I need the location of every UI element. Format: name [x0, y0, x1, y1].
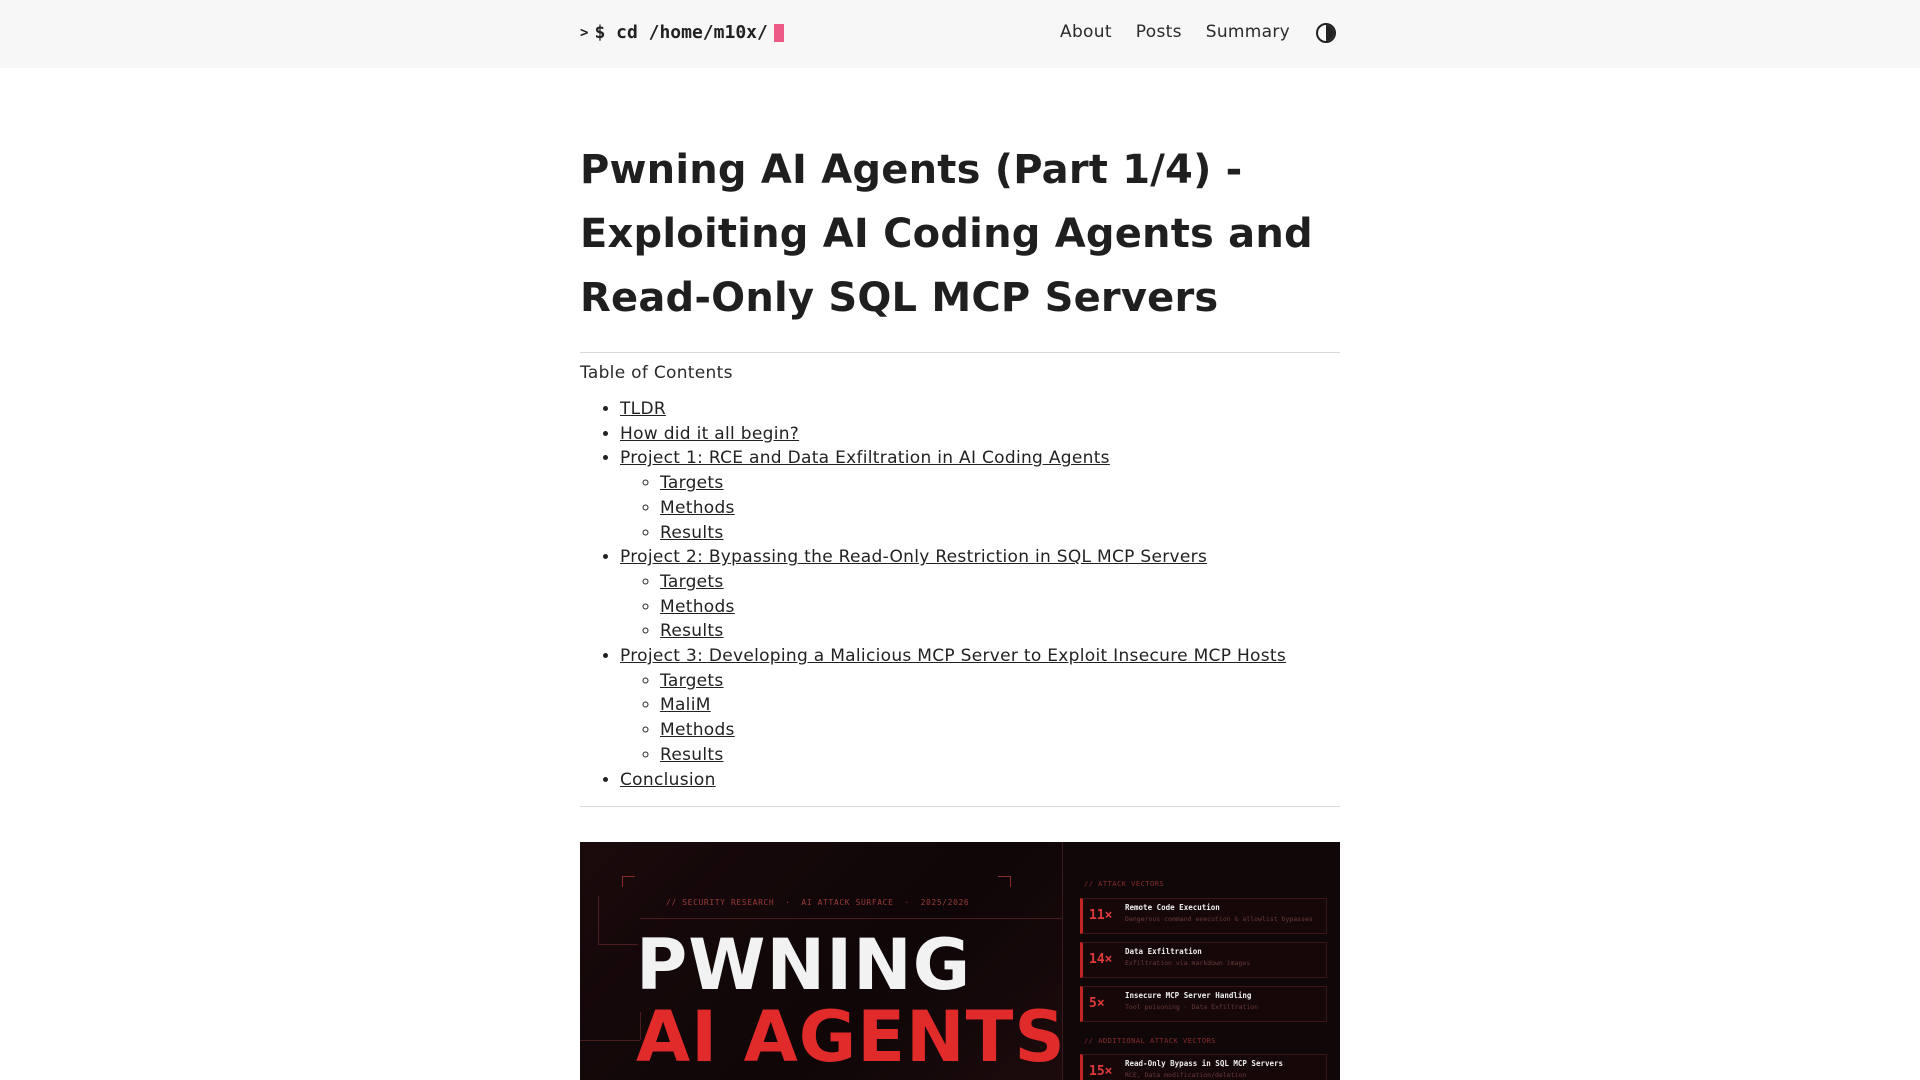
toc-link-p2-results[interactable]: Results: [660, 621, 724, 642]
circuit-line: [598, 944, 638, 945]
cover-kicker: // SECURITY RESEARCH · AI ATTACK SURFACE · 2025/2026: [666, 898, 970, 907]
toc-item: [620, 545, 1340, 644]
toc-subitem: [660, 471, 1340, 496]
vector-title: Remote Code Execution: [1125, 903, 1220, 912]
vector-title: Data Exfiltration: [1125, 947, 1202, 956]
page-title: [580, 138, 1340, 330]
toc-link-p3-malim[interactable]: MaliM: [660, 695, 711, 716]
site-header: [0, 0, 1920, 68]
toc-item: [620, 644, 1340, 768]
attack-vector-card: [1080, 1054, 1327, 1080]
toc-link-p3-results[interactable]: Results: [660, 744, 724, 765]
title-line-3: Read-Only SQL MCP Servers: [580, 275, 1219, 321]
toc-subitem: [660, 496, 1340, 521]
circuit-line: [598, 896, 599, 944]
toc-link-tldr[interactable]: TLDR: [620, 399, 666, 419]
vector-desc: Exfiltration via markdown images: [1125, 959, 1251, 967]
post-content: [580, 138, 1340, 807]
nav-link-posts[interactable]: Posts: [1135, 22, 1182, 42]
toc-sublist: [620, 669, 1340, 768]
toc-heading: Table of Contents: [580, 363, 733, 383]
toc-link-conclusion[interactable]: Conclusion: [620, 769, 716, 790]
corner-bracket-icon: [622, 876, 635, 887]
main-nav: [1060, 22, 1290, 42]
prompt-text: $ cd /home/m10x/: [594, 22, 768, 43]
toc-sublist: [620, 471, 1340, 545]
toc-link-p2-methods[interactable]: Methods: [660, 596, 735, 617]
toc-subitem: [660, 693, 1340, 718]
nav-link-summary[interactable]: Summary: [1205, 22, 1290, 42]
toc-link-project-3[interactable]: Project 3: Developing a Malicious MCP Server to Exploit Insecure MCP Hosts: [620, 646, 1287, 667]
toc-link-p1-targets[interactable]: Targets: [660, 473, 724, 494]
vector-count: 15×: [1089, 1064, 1113, 1079]
vector-title: Read-Only Bypass in SQL MCP Servers: [1125, 1059, 1284, 1068]
prompt-chevron: >: [580, 24, 589, 41]
table-of-contents: [580, 397, 1340, 792]
toc-item: [620, 422, 1340, 447]
site-logo-prompt[interactable]: [580, 22, 784, 43]
vector-desc: RCE, Data modification/deletion: [1125, 1071, 1247, 1079]
toc-link-project-2[interactable]: Project 2: Bypassing the Read-Only Restriction in SQL MCP Servers: [620, 547, 1208, 568]
post-cover-image: [580, 842, 1340, 1080]
toc-link-p1-methods[interactable]: Methods: [660, 497, 735, 518]
vector-desc: Tool poisoning · Data Exfiltration: [1125, 1003, 1259, 1011]
nav-link-about[interactable]: About: [1060, 22, 1112, 42]
title-line-2: Exploiting AI Coding Agents and: [580, 211, 1313, 257]
toc-item: [620, 397, 1340, 422]
circuit-line: [580, 1040, 640, 1041]
attack-vector-card: [1080, 942, 1327, 978]
cover-headline-2: AI AGENTS: [636, 996, 1066, 1078]
toc-subitem: [660, 718, 1340, 743]
attack-vector-card: [1080, 986, 1327, 1022]
toc-item: [620, 446, 1340, 545]
toc-link-p2-targets[interactable]: Targets: [660, 571, 724, 592]
divider: [580, 806, 1340, 807]
toc-subitem: [660, 595, 1340, 620]
toc-subitem: [660, 669, 1340, 694]
corner-bracket-icon: [998, 876, 1011, 887]
vector-count: 14×: [1089, 952, 1113, 967]
vector-title: Insecure MCP Server Handling: [1125, 991, 1252, 1000]
cover-headline-1: PWNING: [636, 924, 972, 1006]
toc-link-p3-targets[interactable]: Targets: [660, 670, 724, 691]
toc-item: [620, 768, 1340, 793]
additional-vectors-label: // ADDITIONAL ATTACK VECTORS: [1084, 1037, 1217, 1045]
toc-subitem: [660, 521, 1340, 546]
toc-subitem: [660, 570, 1340, 595]
divider: [580, 352, 1340, 353]
toc-sublist: [620, 570, 1340, 644]
cover-rule: [640, 918, 1062, 919]
toc-subitem: [660, 619, 1340, 644]
toc-link-p3-methods[interactable]: Methods: [660, 720, 735, 741]
title-line-1: Pwning AI Agents (Part 1/4) -: [580, 147, 1243, 193]
attack-vectors-label: // ATTACK VECTORS: [1084, 880, 1165, 888]
vector-count: 11×: [1089, 908, 1113, 923]
contrast-icon[interactable]: [1316, 23, 1336, 43]
attack-vector-card: [1080, 898, 1327, 934]
toc-link-p1-results[interactable]: Results: [660, 522, 724, 543]
toc-link-project-1[interactable]: Project 1: RCE and Data Exfiltration in AI Coding Agents: [620, 448, 1110, 469]
vector-desc: Dangerous command execution & allowlist bypasses: [1125, 915, 1313, 923]
vector-count: 5×: [1089, 996, 1105, 1011]
toc-link-begin[interactable]: How did it all begin?: [620, 423, 800, 444]
cursor-block-icon: [774, 24, 784, 42]
toc-subitem: [660, 743, 1340, 768]
